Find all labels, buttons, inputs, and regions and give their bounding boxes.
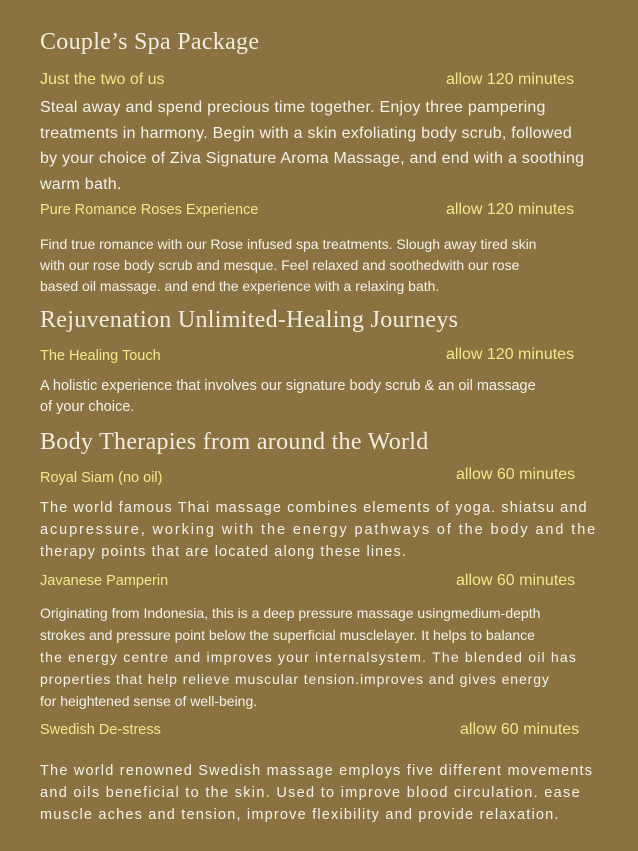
description-line: A holistic experience that involves our signature body scrub & an oil massage [40,378,536,394]
package-time-the-healing-touch: allow 120 minutes [446,346,575,363]
package-time-javanese-pamperin: allow 60 minutes [456,572,576,589]
description-line: Originating from Indonesia, this is a deep pressure massage usingmedium-depth [40,605,541,621]
description-line: properties that help relieve muscular tension.improves and gives energy [40,671,550,687]
package-name-just-the-two-of-us: Just the two of us [40,71,165,88]
description-line: The world famous Thai massage combines elements of yoga. shiatsu and [40,500,588,516]
package-name-royal-siam: Royal Siam (no oil) [40,470,163,486]
package-time-just-the-two-of-us: allow 120 minutes [446,71,575,88]
package-description-royal-siam [40,497,597,563]
description-line: based oil massage. and end the experience with a relaxing bath. [40,278,440,294]
description-line: of your choice. [40,399,135,415]
section-title-rejuvenation-unlimited: Rejuvenation Unlimited-Healing Journeys [40,307,459,333]
package-name-swedish-de-stress: Swedish De-stress [40,722,161,738]
description-line: The world renowned Swedish massage employs five different movements [40,763,594,779]
description-line: by your choice of Ziva Signature Aroma Massage, and end with a soothing [40,150,585,167]
section-title-body-therapies: Body Therapies from around the World [40,429,429,455]
description-line: with our rose body scrub and mesque. Feel relaxed and soothedwith our rose [40,257,520,273]
description-line: Find true romance with our Rose infused spa treatments. Slough away tired skin [40,236,537,252]
package-description-pure-romance-roses [40,234,536,297]
description-line: muscle aches and tension, improve flexibility and provide relaxation. [40,807,560,823]
description-line: for heightened sense of well-being. [40,693,258,709]
package-name-javanese-pamperin: Javanese Pamperin [40,573,169,589]
description-line: the energy centre and improves your internalsystem. The blended oil has [40,649,578,665]
package-name-pure-romance-roses: Pure Romance Roses Experience [40,202,259,218]
package-description-swedish-de-stress [40,760,593,826]
description-line: Steal away and spend precious time together. Enjoy three pampering [40,99,546,116]
description-line: warm bath. [40,175,122,193]
package-description-the-healing-touch [40,376,536,418]
package-time-royal-siam: allow 60 minutes [456,466,576,483]
package-description-just-the-two-of-us [40,95,584,197]
description-line: therapy points that are located along these lines. [40,544,407,560]
description-line: and oils beneficial to the skin. Used to improve blood circulation. ease [40,785,581,801]
section-title-couples-spa-package: Couple’s Spa Package [40,29,260,55]
description-line: treatments in harmony. Begin with a skin exfoliating body scrub, followed [40,124,572,142]
package-name-the-healing-touch: The Healing Touch [40,348,161,364]
description-line: strokes and pressure point below the superficial musclelayer. It helps to balance [40,627,535,643]
package-time-swedish-de-stress: allow 60 minutes [460,721,580,738]
package-description-javanese-pamperin [40,602,577,712]
description-line: acupressure, working with the energy pathways of the body and the [40,522,598,538]
package-time-pure-romance-roses: allow 120 minutes [446,201,575,218]
